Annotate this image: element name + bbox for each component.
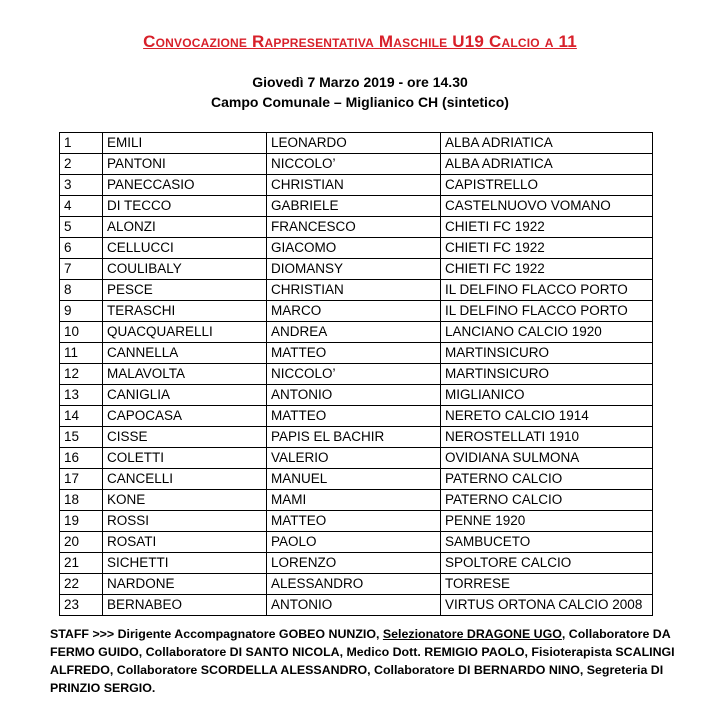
table-row	[60, 196, 653, 217]
player-first-name: MARCO	[267, 301, 441, 322]
table-row	[60, 217, 653, 238]
player-first-name: CHRISTIAN	[267, 280, 441, 301]
roster-body	[60, 133, 653, 616]
player-last-name: TERASCHI	[103, 301, 267, 322]
player-first-name: ANTONIO	[267, 385, 441, 406]
player-first-name: NICCOLO’	[267, 364, 441, 385]
table-row	[60, 469, 653, 490]
player-number: 14	[60, 406, 103, 427]
player-club: ALBA ADRIATICA	[441, 154, 653, 175]
player-first-name: LORENZO	[267, 553, 441, 574]
player-number: 22	[60, 574, 103, 595]
roster-table	[59, 132, 653, 616]
table-row	[60, 238, 653, 259]
table-row	[60, 490, 653, 511]
player-number: 10	[60, 322, 103, 343]
table-row	[60, 280, 653, 301]
staff-selector-underlined: Selezionatore DRAGONE UGO	[382, 627, 562, 641]
table-row	[60, 154, 653, 175]
player-last-name: CANCELLI	[103, 469, 267, 490]
player-first-name: MAMI	[267, 490, 441, 511]
player-club: NEROSTELLATI 1910	[441, 427, 653, 448]
player-last-name: CAPOCASA	[103, 406, 267, 427]
player-number: 21	[60, 553, 103, 574]
table-row	[60, 385, 653, 406]
player-last-name: CANNELLA	[103, 343, 267, 364]
table-row	[60, 259, 653, 280]
player-number: 9	[60, 301, 103, 322]
player-number: 15	[60, 427, 103, 448]
player-last-name: MALAVOLTA	[103, 364, 267, 385]
player-first-name: NICCOLO’	[267, 154, 441, 175]
player-club: CHIETI FC 1922	[441, 259, 653, 280]
player-number: 4	[60, 196, 103, 217]
player-number: 2	[60, 154, 103, 175]
table-row	[60, 175, 653, 196]
table-row	[60, 448, 653, 469]
player-number: 12	[60, 364, 103, 385]
player-last-name: QUACQUARELLI	[103, 322, 267, 343]
player-club: PATERNO CALCIO	[441, 469, 653, 490]
player-last-name: CELLUCCI	[103, 238, 267, 259]
player-number: 11	[60, 343, 103, 364]
table-row	[60, 364, 653, 385]
player-club: CAPISTRELLO	[441, 175, 653, 196]
player-number: 6	[60, 238, 103, 259]
player-club: NERETO CALCIO 1914	[441, 406, 653, 427]
player-number: 19	[60, 511, 103, 532]
player-number: 23	[60, 595, 103, 616]
table-row	[60, 553, 653, 574]
player-first-name: LEONARDO	[267, 133, 441, 154]
player-last-name: DI TECCO	[103, 196, 267, 217]
player-club: CASTELNUOVO VOMANO	[441, 196, 653, 217]
player-number: 5	[60, 217, 103, 238]
player-first-name: MATTEO	[267, 406, 441, 427]
player-first-name: MATTEO	[267, 343, 441, 364]
player-club: PENNE 1920	[441, 511, 653, 532]
player-number: 20	[60, 532, 103, 553]
player-first-name: ANTONIO	[267, 595, 441, 616]
player-first-name: DIOMANSY	[267, 259, 441, 280]
player-first-name: MANUEL	[267, 469, 441, 490]
table-row	[60, 133, 653, 154]
venue-line: Campo Comunale – Miglianico CH (sintetico)	[211, 94, 509, 110]
player-club: CHIETI FC 1922	[441, 238, 653, 259]
player-club: LANCIANO CALCIO 1920	[441, 322, 653, 343]
staff-paragraph	[50, 625, 690, 697]
player-club: IL DELFINO FLACCO PORTO	[441, 301, 653, 322]
player-club: OVIDIANA SULMONA	[441, 448, 653, 469]
player-first-name: ALESSANDRO	[267, 574, 441, 595]
player-first-name: FRANCESCO	[267, 217, 441, 238]
table-row	[60, 427, 653, 448]
table-row	[60, 511, 653, 532]
player-club: MARTINSICURO	[441, 343, 653, 364]
player-first-name: GIACOMO	[267, 238, 441, 259]
player-club: ALBA ADRIATICA	[441, 133, 653, 154]
player-club: SPOLTORE CALCIO	[441, 553, 653, 574]
player-last-name: PANTONI	[103, 154, 267, 175]
player-number: 18	[60, 490, 103, 511]
table-row	[60, 322, 653, 343]
player-last-name: COLETTI	[103, 448, 267, 469]
player-last-name: EMILI	[103, 133, 267, 154]
player-club: VIRTUS ORTONA CALCIO 2008	[441, 595, 653, 616]
table-row	[60, 574, 653, 595]
player-last-name: BERNABEO	[103, 595, 267, 616]
table-row	[60, 343, 653, 364]
player-number: 17	[60, 469, 103, 490]
player-last-name: SICHETTI	[103, 553, 267, 574]
player-club: CHIETI FC 1922	[441, 217, 653, 238]
staff-text-2: , Collaboratore DA FERMO GUIDO, Collaboratore DI SANTO NICOLA, Medico Dott. REMIGIO PAOLO, Fisioterapista SCALINGI ALFREDO, Collaboratore SCORDELLA ALESSANDRO, Collaboratore DI BERNARDO NINO, Segreteria DI PRINZIO SERGIO.	[50, 627, 675, 695]
player-last-name: ROSSI	[103, 511, 267, 532]
table-row	[60, 532, 653, 553]
player-number: 3	[60, 175, 103, 196]
player-last-name: KONE	[103, 490, 267, 511]
player-number: 1	[60, 133, 103, 154]
table-row	[60, 595, 653, 616]
staff-text-1: STAFF >>> Dirigente Accompagnatore GOBEO NUNZIO,	[50, 627, 383, 641]
document-title: Convocazione Rappresentativa Maschile U19 Calcio a 11	[143, 32, 577, 51]
player-last-name: NARDONE	[103, 574, 267, 595]
player-club: MARTINSICURO	[441, 364, 653, 385]
player-last-name: CANIGLIA	[103, 385, 267, 406]
player-first-name: ANDREA	[267, 322, 441, 343]
table-row	[60, 301, 653, 322]
date-line: Giovedì 7 Marzo 2019 - ore 14.30	[252, 74, 468, 90]
table-row	[60, 406, 653, 427]
player-number: 16	[60, 448, 103, 469]
player-club: SAMBUCETO	[441, 532, 653, 553]
player-first-name: PAPIS EL BACHIR	[267, 427, 441, 448]
player-club: PATERNO CALCIO	[441, 490, 653, 511]
player-number: 8	[60, 280, 103, 301]
player-number: 7	[60, 259, 103, 280]
player-first-name: CHRISTIAN	[267, 175, 441, 196]
player-last-name: ROSATI	[103, 532, 267, 553]
player-first-name: MATTEO	[267, 511, 441, 532]
player-first-name: PAOLO	[267, 532, 441, 553]
player-last-name: PANECCASIO	[103, 175, 267, 196]
player-club: IL DELFINO FLACCO PORTO	[441, 280, 653, 301]
player-club: TORRESE	[441, 574, 653, 595]
player-last-name: COULIBALY	[103, 259, 267, 280]
player-last-name: PESCE	[103, 280, 267, 301]
player-last-name: CISSE	[103, 427, 267, 448]
player-number: 13	[60, 385, 103, 406]
player-last-name: ALONZI	[103, 217, 267, 238]
player-club: MIGLIANICO	[441, 385, 653, 406]
player-first-name: VALERIO	[267, 448, 441, 469]
player-first-name: GABRIELE	[267, 196, 441, 217]
